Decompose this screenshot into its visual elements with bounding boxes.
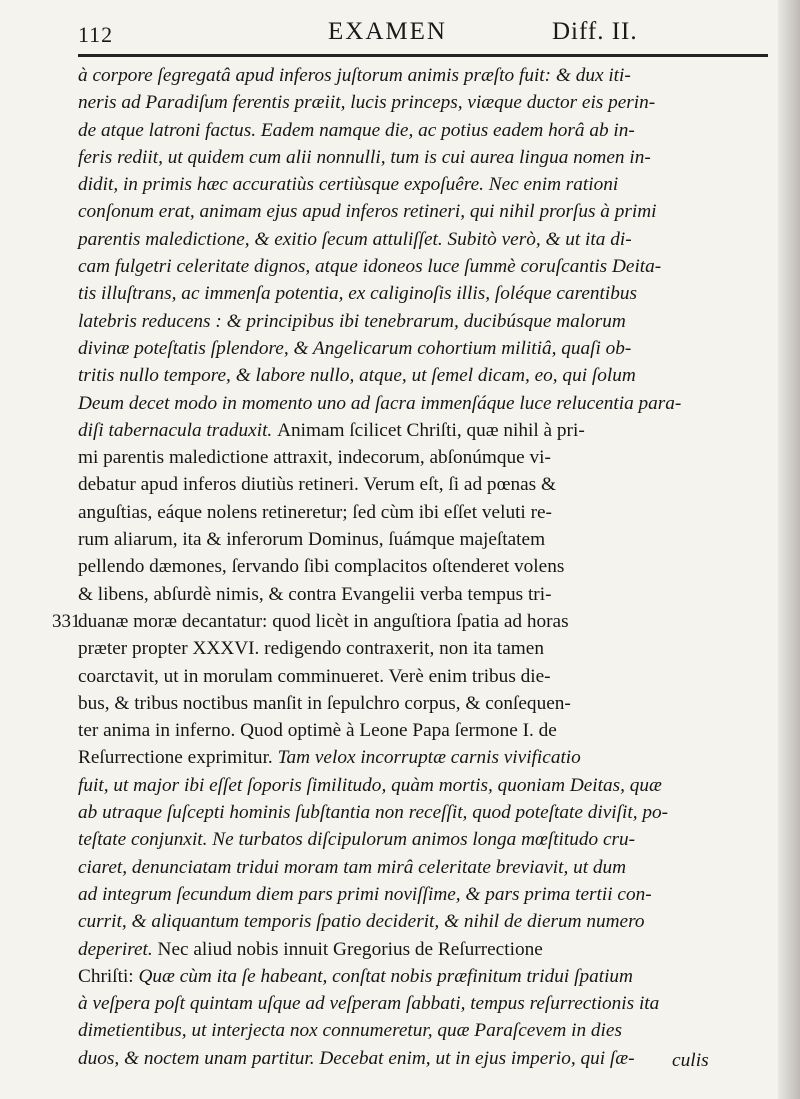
text-line: Reſurrectione exprimitur. Tam velox incorruptæ carnis vivificatio xyxy=(78,747,581,769)
body-text xyxy=(52,62,768,1072)
section-mark: Diff. II. xyxy=(552,18,638,45)
text-line: ab utraque ſuſcepti hominis ſubſtantia non receſſit, quod poteſtate diviſit, po- xyxy=(78,802,669,824)
text-line: tis illuſtrans, ac immenſa potentia, ex caliginoſis illis, ſoléque carentibus xyxy=(78,283,638,305)
text-line: parentis maledictione, & exitio ſecum attuliſſet. Subitò verò, & ut ita di- xyxy=(78,228,632,250)
text-line: teſtate conjunxit. Ne turbatos diſcipulorum animos longa mœſtitudo cru- xyxy=(78,829,636,851)
text-line: bus, & tribus noctibus manſit in ſepulchro corpus, & conſequen- xyxy=(78,692,571,714)
text-line: deperiret. Nec aliud nobis innuit Gregorius de Reſurrectione xyxy=(78,938,543,960)
text-line: ad integrum ſecundum diem pars primi noviſſime, & pars prima tertii con- xyxy=(78,883,652,905)
text-line: Deum decet modo in momento uno ad ſacra immenſáque luce relucentia para- xyxy=(78,392,682,414)
text-line: à corpore ſegregatâ apud inferos juſtorum animis præſto fuit: & dux iti- xyxy=(78,65,631,86)
text-line: debatur apud inferos diutiùs retineri. Verum eſt, ſi ad pœnas & xyxy=(78,474,556,496)
text-line: didit, in primis hæc accuratiùs certiùsque expoſuêre. Nec enim rationi xyxy=(78,174,619,196)
text-line: latebris reducens : & principibus ibi tenebrarum, ducibúsque malorum xyxy=(78,310,626,332)
text-line: ter anima in inferno. Quod optimè à Leone Papa ſermone I. de xyxy=(78,720,557,742)
text-line: fuit, ut major ibi eſſet ſoporis ſimilitudo, quàm mortis, quoniam Deitas, quæ xyxy=(78,774,662,796)
running-title: EXAMEN xyxy=(328,18,447,45)
text-line: neris ad Paradiſum ferentis præiit, lucis princeps, viæque ductor eis perin- xyxy=(78,92,656,114)
text-line: duanæ moræ decantatur: quod licèt in anguſtiora ſpatia ad horas 331 xyxy=(78,608,768,635)
text-line: divinæ poteſtatis ſplendore, & Angelicarum cohortium militiâ, quaſi ob- xyxy=(78,337,632,359)
text-line: feris rediit, ut quidem cum alii nonnulli, tum is cui aurea lingua nomen in- xyxy=(78,146,651,168)
text-line: de atque latroni factus. Eadem namque die, ac potius eadem horâ ab in- xyxy=(78,119,635,141)
page-header xyxy=(78,14,768,50)
text-line: dimetientibus, ut interjecta nox connumeretur, quæ Paraſcevem in dies xyxy=(78,1020,622,1042)
page-gutter-shadow xyxy=(778,0,800,1099)
text-line: præter propter XXXVI. redigendo contraxerit, non ita tamen xyxy=(78,638,544,660)
margin-number: 331 xyxy=(52,610,81,632)
text-line: mi parentis maledictione attraxit, indecorum, abſonúmque vi- xyxy=(78,447,551,469)
text-line: à veſpera poſt quintam uſque ad veſperam ſabbati, tempus reſurrectionis ita xyxy=(78,993,660,1015)
page-number: 112 xyxy=(78,22,114,47)
text-line: anguſtias, eáque nolens retineretur; ſed cùm ibi eſſet veluti re- xyxy=(78,501,552,523)
text-line: diſi tabernacula traduxit. Animam ſcilicet Chriſti, quæ nihil à pri- xyxy=(78,419,585,441)
text-line: tritis nullo tempore, & labore nullo, atque, ut ſemel dicam, eo, qui ſolum xyxy=(78,365,636,387)
text-line: coarctavit, ut in morulam comminueret. Verè enim tribus die- xyxy=(78,665,551,687)
text-line: conſonum erat, animam ejus apud inferos retineri, qui nihil prorſus à primi xyxy=(78,201,657,223)
text-line: pellendo dæmones, ſervando ſibi complacitos oſtenderet volens xyxy=(78,556,565,578)
text-line: rum aliarum, ita & inferorum Dominus, ſuámque majeſtatem xyxy=(78,529,546,551)
text-line: currit, & aliquantum temporis ſpatio deciderit, & nihil de dierum numero xyxy=(78,911,645,933)
text-line: Chriſti: Quæ cùm ita ſe habeant, conſtat nobis præfinitum tridui ſpatium xyxy=(78,965,633,987)
text-line: cam fulgetri celeritate dignos, atque idoneos luce ſummè coruſcantis Deita- xyxy=(78,256,662,278)
catchword: culis xyxy=(672,1050,709,1071)
header-rule xyxy=(78,54,768,57)
text-line: ciaret, denunciatam tridui moram tam mirâ celeritate breviavit, ut dum xyxy=(78,856,627,878)
text-line: duos, & noctem unam partitur. Decebat enim, ut in ejus imperio, qui ſæ- xyxy=(78,1047,635,1069)
text-line: & libens, abſurdè nimis, & contra Evangelii verba tempus tri- xyxy=(78,583,552,605)
